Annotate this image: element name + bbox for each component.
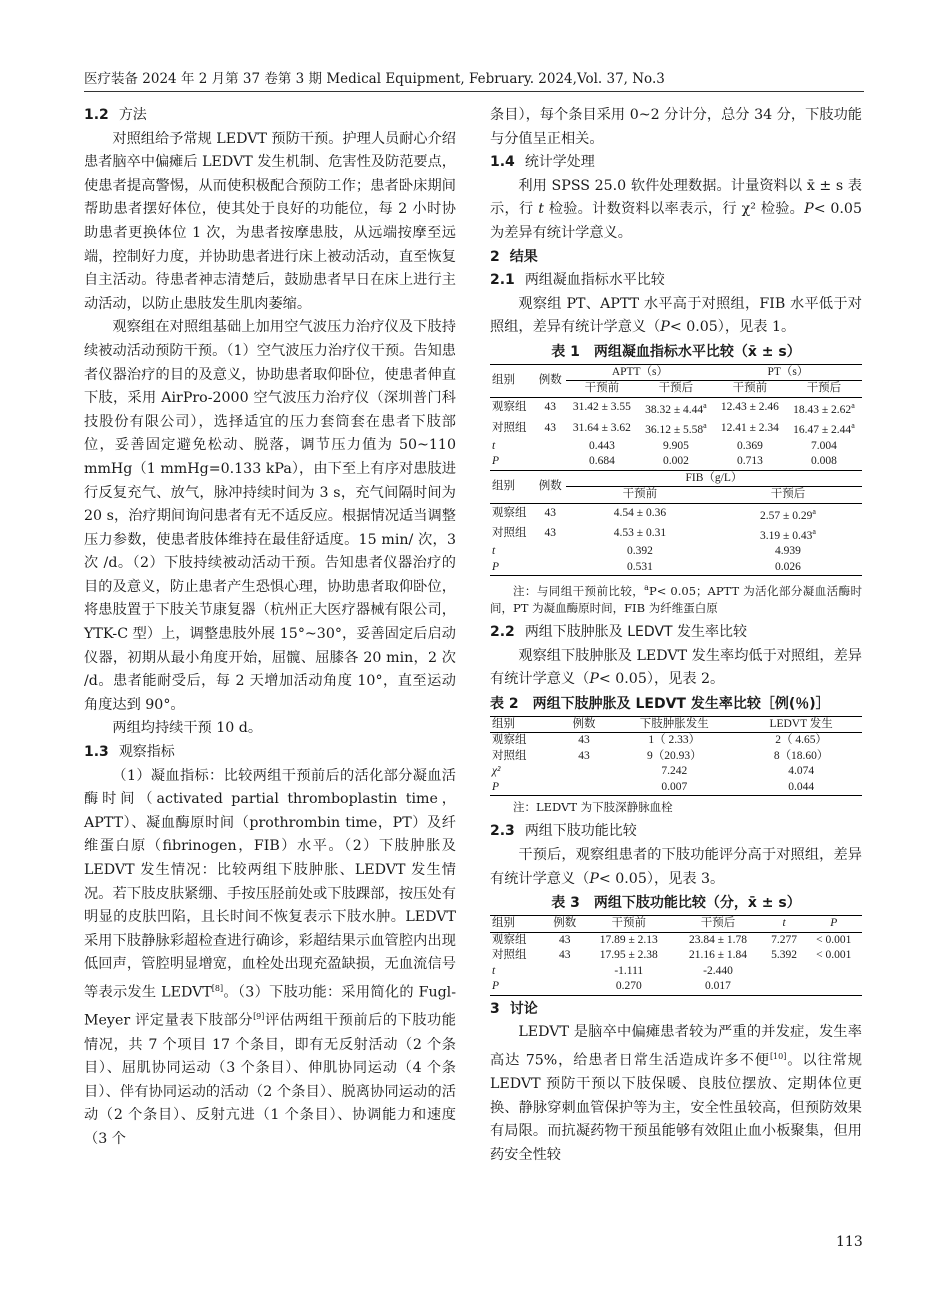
table-cell (806, 964, 862, 980)
table-cell: 23.84 ± 1.78 (688, 933, 748, 946)
table-cell: PT（s） (714, 364, 862, 381)
table-cell (560, 764, 609, 780)
table-cell: 观察组 (492, 401, 527, 414)
section-heading-2-1: 2.1 两组凝血指标水平比较 (490, 272, 665, 289)
table-3-caption: 表 3 两组下肢功能比较（分，x̄ ± s） (551, 895, 801, 912)
paragraph-function-result: 干预后，观察组患者的下肢功能评分高于对照组，差异有统计学意义（P< 0.05），见表 3。 (490, 846, 862, 887)
table-cell: 43 (544, 421, 557, 434)
table-cell: APTT（s） (566, 364, 714, 381)
table-2-caption: 表 2 两组下肢肿胀及 LEDVT 发生率比较［例(％)］ (490, 695, 830, 712)
table-cell: 2.57 ± 0.29$^a$ (760, 506, 816, 522)
table-row (490, 749, 862, 765)
section-heading-1-3: 1.3 观察指标 (84, 744, 175, 761)
header-rule (84, 91, 864, 92)
table-cell: 43 (544, 507, 557, 519)
table-cell (763, 979, 806, 995)
right-column (490, 104, 862, 1168)
table-cell: 4.939 (775, 545, 801, 558)
section-heading-1-4: 1.4 统计学处理 (490, 154, 595, 171)
table-cell: < 0.001 (816, 933, 852, 946)
table-row (490, 560, 862, 576)
table-cell: 4.53 ± 0.31 (613, 527, 667, 540)
table-cell: 组别 (492, 717, 515, 730)
table-cell: 例数 (538, 479, 562, 492)
table-cell: 3.19 ± 0.43$^a$ (760, 526, 816, 542)
table-cell: 12.43 ± 2.46 (720, 401, 779, 414)
table-cell: χ² (492, 765, 501, 778)
table-cell: 干预后 (658, 382, 694, 395)
table-cell: 2（ 4.65） (775, 734, 827, 747)
table-cell: 0.017 (705, 980, 731, 993)
table-cell: 17.95 ± 2.38 (599, 949, 658, 962)
table-cell: 0.369 (736, 439, 763, 452)
table-cell: 观察组 (492, 507, 527, 519)
table-row (490, 397, 862, 418)
table-cell: 31.42 ± 3.55 (572, 401, 631, 414)
table-cell: 31.64 ± 3.62 (572, 421, 631, 434)
table-cell: 观察组 (492, 933, 527, 946)
table-cell: P (830, 917, 838, 930)
table-2-note: 注：LEDVT 为下肢深静脉血栓 (513, 800, 673, 815)
table-cell: t (492, 545, 496, 558)
table-cell: 干预前 (732, 382, 768, 395)
table-cell: 对照组 (492, 949, 527, 962)
paragraph-observation-method: 观察组在对照组基础上加用空气波压力治疗仪及下肢持续被动活动预防干预。（1）空气波压力治疗仪干预。告知患者仪器治疗的目的及意义，协助患者取仰卧位，使患者伸直下肢，采用 AirPro-2000 空气波压力治疗仪（深圳普门科技股份有限公司），选择适宜的压力套筒套在患者下肢部位，妥善固定避免松动、脱落，调节压力值为 50~110 mmHg（1 mmHg=0.133 kPa），由下至上有序对患肢进行反复充气、放气，脉冲持续时间为 3 s，充气间隔时间为 20 s，治疗期间询问患者有无不适反应。根据情况适当调整压力参数，使患者肢体维持在最佳舒适度。15 min/ 次，3 次 /d。（2）下肢持续被动活动干预。告知患者仪器治疗的目的及意义，防止患者产生恐惧心理，协助患者取仰卧位，将患肢置于下肢关节康复器（杭州正大医疗器械有限公司，YTK-C 型）上，调整患肢外展 15°~30°，妥善固定后启动仪器，初期从最小角度开始，屈髋、屈膝各 20 min，2 次 /d。患者能耐受后，每 2 天增加活动角度 10°，直至运动角度达到 90°。 (84, 319, 456, 713)
table-cell: 干预前 (611, 917, 647, 930)
table-cell: -1.111 (614, 964, 644, 977)
table-row (490, 964, 862, 980)
table-cell: t (782, 917, 786, 930)
table-row (490, 544, 862, 560)
table-cell: P (492, 560, 500, 573)
table-row (490, 932, 862, 948)
table-cell: 0.392 (626, 545, 653, 558)
table-cell (535, 439, 566, 455)
table-cell: 0.443 (588, 439, 615, 452)
table-cell: P (492, 780, 500, 793)
table-cell (535, 560, 566, 576)
table-3 (490, 915, 862, 996)
table-cell: 1（ 2.33） (648, 734, 701, 747)
table-cell: 7.277 (771, 933, 797, 946)
table-cell: 43 (544, 527, 557, 540)
table-cell: 观察组 (492, 734, 527, 747)
table-1-caption: 表 1 两组凝血指标水平比较（x̄ ± s） (551, 343, 801, 360)
table-cell: 21.16 ± 1.84 (688, 949, 748, 962)
section-heading-2: 2 结果 (490, 248, 538, 265)
paragraph-control-method: 对照组给予常规 LEDVT 预防干预。护理人员耐心介绍患者脑卒中偏瘫后 LEDVT 发生机制、危害性及防范要点，使患者提高警惕，从而使积极配合预防工作；患者卧床期间帮助患者摆好体位，使其处于良好的功能位，每 2 小时协助患者更换体位 1 次，为患者按摩患肢，从远端按摩至远端，控制好力度，并协助患者进行床上被动活动，直至恢复自主活动。待患者神志清楚后，鼓励患者早日在床上进行主动活动，以防止患肢发生肌肉萎缩。 (84, 130, 456, 312)
section-heading-1-2: 1.2 方法 (84, 107, 147, 123)
table-cell: 例数 (572, 717, 596, 730)
table-cell: 干预后 (770, 488, 806, 501)
table-cell: 4.074 (788, 765, 815, 778)
table-cell: 43 (544, 401, 557, 414)
table-cell: 9（20.93） (646, 749, 702, 762)
left-column (84, 104, 456, 1152)
table-row (490, 948, 862, 964)
table-row (490, 439, 862, 455)
table-cell: 18.43 ± 2.62$^a$ (793, 400, 855, 416)
table-cell: 0.531 (626, 560, 653, 573)
table-cell: 0.008 (811, 455, 837, 468)
table-cell: 8（18.60） (773, 749, 829, 762)
table-cell (535, 544, 566, 560)
table-cell: 43 (578, 749, 590, 762)
table-cell: -2.440 (703, 964, 733, 977)
table-cell: 9.905 (662, 439, 689, 452)
table-cell: 0.713 (736, 455, 763, 468)
table-cell (545, 979, 584, 995)
table-cell: 干预前 (622, 488, 658, 501)
running-header: 医疗装备 2024 年 2 月第 37 卷第 3 期 Medical Equipment, February. 2024,Vol. 37, No.3 (84, 71, 665, 87)
table-cell: 下肢肿胀发生 (639, 717, 709, 730)
section-heading-2-2: 2.2 两组下肢肿胀及 LEDVT 发生率比较 (490, 624, 748, 641)
table-cell: 0.026 (775, 560, 801, 573)
table-cell: < 0.001 (816, 949, 852, 962)
table-cell: 0.684 (588, 455, 615, 468)
paragraph-duration: 两组均持续干预 10 d。 (112, 720, 263, 737)
table-cell: 对照组 (492, 527, 527, 540)
table-row (490, 979, 862, 995)
table-cell: 43 (559, 933, 571, 946)
table-cell (545, 964, 584, 980)
table-cell (806, 979, 862, 995)
table-cell: 38.32 ± 4.44$^a$ (645, 400, 707, 416)
table-cell: 干预后 (700, 917, 736, 930)
table-cell: 对照组 (492, 421, 527, 434)
table-cell: 5.392 (771, 949, 797, 962)
paragraph-indicators: （1）凝血指标：比较两组干预前后的活化部分凝血活酶时间（activated partial thromboplastin time，APTT）、凝血酶原时间（prothrombin time，PT）及纤维蛋白原（fibrinogen，FIB）水平。（2）下肢肿胀及 LEDVT 发生情况：比较两组下肢肿胀、LEDVT 发生情况。若下肢皮肤紧绷、手按压胫前处或下肢踝部，按压处有明显的皮肤凹陷，且长时间不恢复表示下肢水肿。LEDVT 采用下肢静脉彩超检查进行确诊，彩超结果示血管腔内出现低回声，管腔明显增宽，血栓处出现充盈缺损，无血流信号等表示发生 LEDVT[8]。（3）下肢功能：采用简化的 Fugl-Meyer 评定量表下肢部分[9]评估两组干预前后的下肢功能情况，共 7 个项目 17 个条目，即有无反射活动（2 个条目）、屈肌协同运动（3 个条目）、伸肌协同运动（4 个条目）、伴有协同运动的活动（2 个条目）、脱离协同运动的活动（2 个条目）、反射亢进（1 个条目）、协调能力和速度（3 个 (84, 767, 457, 1147)
paragraph-swelling-result: 观察组下肢肿胀及 LEDVT 发生率均低于对照组，差异有统计学意义（P< 0.05），见表 2。 (490, 647, 862, 688)
table-cell: t (492, 964, 496, 977)
table-row (490, 764, 862, 780)
table-row (490, 733, 862, 749)
table-cell (763, 964, 806, 980)
table-cell: 7.242 (661, 765, 688, 778)
table-cell: 0.270 (615, 980, 642, 993)
table-cell: 干预后 (806, 382, 842, 395)
section-heading-3: 3 讨论 (490, 1000, 538, 1017)
table-cell: 16.47 ± 2.44$^a$ (793, 421, 855, 437)
table-row (490, 454, 862, 470)
table-cell: 12.41 ± 2.34 (720, 421, 779, 434)
table-cell: 43 (559, 949, 571, 962)
table-cell (535, 454, 566, 470)
table-cell: t (492, 439, 496, 452)
table-row (490, 503, 862, 524)
table-cell: 0.002 (662, 455, 689, 468)
paragraph-coagulation-result: 观察组 PT、APTT 水平高于对照组，FIB 水平低于对照组，差异有统计学意义（P< 0.05），见表 1。 (490, 295, 862, 336)
table-cell: FIB（g/L） (566, 470, 862, 487)
table-cell: 例数 (553, 917, 577, 930)
table-cell: 组别 (492, 479, 515, 492)
table-cell: 43 (578, 734, 590, 747)
table-cell: 0.044 (788, 780, 815, 793)
table-row (490, 780, 862, 796)
table-row (490, 524, 862, 544)
table-cell: 对照组 (492, 749, 527, 762)
table-cell: 组别 (492, 374, 515, 387)
section-heading-2-3: 2.3 两组下肢功能比较 (490, 823, 637, 840)
table-cell: 组别 (492, 917, 515, 930)
table-cell: 0.007 (661, 780, 688, 793)
table-1-note: 注：与同组干预前比较，$^a$P< 0.05；APTT 为活化部分凝血活酶时间，PT 为凝血酶原时间，FIB 为纤维蛋白原 (490, 583, 863, 616)
paragraph-continued: 条目），每个条目采用 0~2 分计分，总分 34 分，下肢功能与分值呈正相关。 (490, 107, 862, 147)
table-cell: 7.004 (811, 439, 837, 452)
table-cell: 17.89 ± 2.13 (599, 933, 658, 946)
table-cell (560, 780, 609, 796)
table-cell: 干预前 (584, 382, 620, 395)
table-2 (490, 716, 862, 797)
table-cell: P (492, 455, 500, 468)
table-cell: P (492, 980, 500, 993)
page-number: 113 (836, 1234, 863, 1250)
table-row (490, 418, 862, 438)
paragraph-statistics: 利用 SPSS 25.0 软件处理数据。计量资料以 x̄ ± s 表示，行 t 检验。计数资料以率表示，行 χ² 检验。P< 0.05 为差异有统计学意义。 (490, 177, 862, 241)
table-cell: 4.54 ± 0.36 (613, 507, 667, 519)
table-cell: 例数 (538, 374, 562, 387)
paragraph-discussion: LEDVT 是脑卒中偏瘫患者较为严重的并发症，发生率高达 75%，给患者日常生活造成许多不便[10]。以往常规 LEDVT 预防干预以下肢保暖、良肢位摆放、定期体位更换、静脉穿刺血管保护等为主，安全性虽较高，但预防效果有局限。而抗凝药物干预虽能够有效阻止血小板聚集，但用药安全性较 (490, 1024, 862, 1163)
table-cell: 36.12 ± 5.58$^a$ (645, 421, 707, 437)
table-cell: LEDVT 发生 (769, 717, 833, 730)
table-1 (490, 364, 862, 576)
